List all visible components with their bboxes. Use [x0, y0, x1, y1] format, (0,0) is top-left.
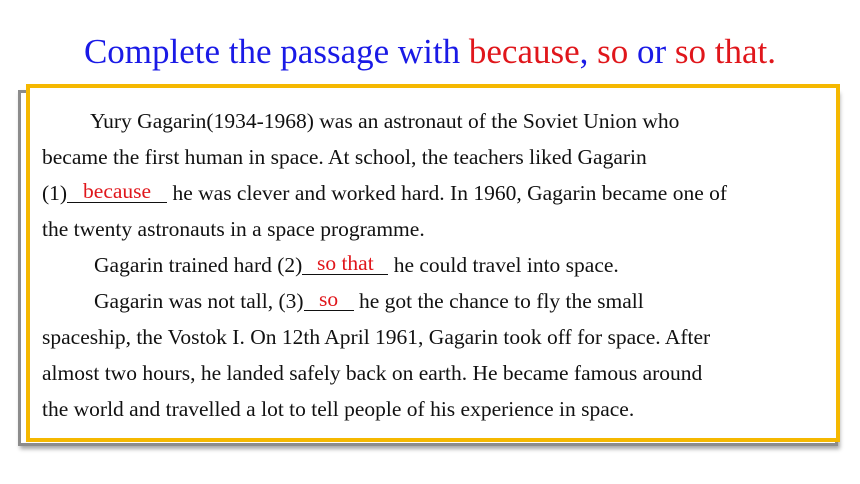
- answer-blank-3: [304, 288, 354, 311]
- title-keyword-because: because: [468, 32, 580, 71]
- title-or: or: [628, 32, 675, 71]
- passage-line-6: [42, 283, 832, 319]
- passage-line-9: the world and travelled a lot to tell people of his experience in space.: [42, 397, 635, 421]
- passage: [42, 103, 832, 427]
- passage-line-5: [42, 247, 832, 283]
- page-title: [0, 30, 860, 74]
- blank-number-1: (1): [42, 181, 68, 205]
- passage-line-3-text: he was clever and worked hard. In 1960, Gagarin became one of: [167, 181, 728, 205]
- passage-line-7: spaceship, the Vostok I. On 12th April 1961, Gagarin took off for space. After: [42, 325, 711, 349]
- passage-line-5-rest: he could travel into space.: [388, 253, 619, 277]
- passage-line-1: Yury Gagarin(1934-1968) was an astronaut of the Soviet Union who: [90, 109, 680, 133]
- passage-line-4: the twenty astronauts in a space programme.: [42, 217, 425, 241]
- answer-3: so: [319, 287, 339, 311]
- title-keyword-so: so: [597, 32, 629, 71]
- answer-blank-2: [302, 252, 388, 275]
- answer-2: so that: [316, 251, 374, 275]
- title-keyword-so-that: so that.: [674, 32, 777, 71]
- answer-1: because: [83, 179, 152, 203]
- passage-line-5-text: Gagarin trained hard (2): [94, 253, 303, 277]
- title-separator: ,: [579, 32, 598, 71]
- answer-blank-1: [67, 180, 167, 203]
- passage-line-6-rest: he got the chance to fly the small: [353, 289, 644, 313]
- passage-line-3: [42, 175, 832, 211]
- passage-line-8: almost two hours, he landed safely back on earth. He became famous around: [42, 361, 703, 385]
- passage-line-6-text: Gagarin was not tall, (3): [94, 289, 304, 313]
- title-text: Complete the passage with: [83, 32, 469, 71]
- passage-line-2: became the first human in space. At school, the teachers liked Gagarin: [42, 145, 647, 169]
